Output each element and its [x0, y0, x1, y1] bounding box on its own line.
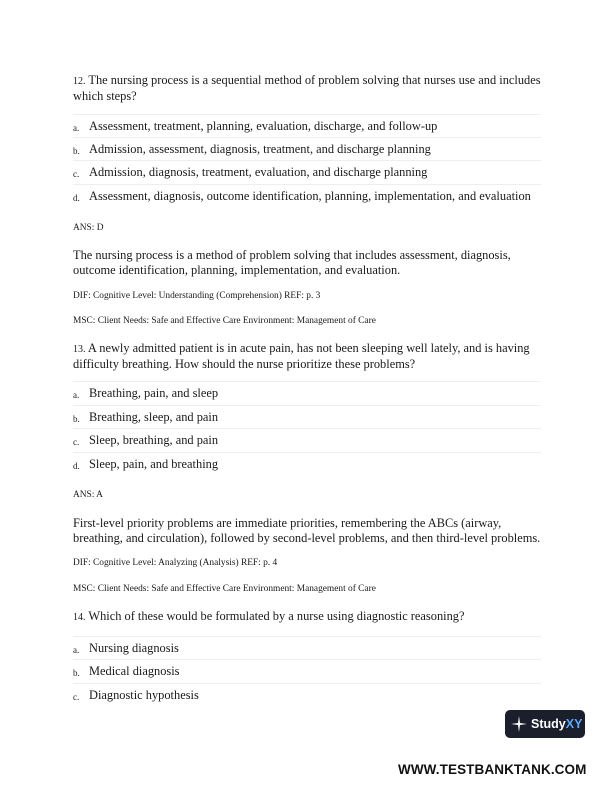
badge-brand-accent: XY [565, 717, 583, 731]
question-number: 12. [73, 76, 86, 87]
option-14c[interactable] [73, 683, 541, 707]
question-number: 14. [73, 612, 86, 623]
option-12a[interactable] [73, 114, 541, 138]
msc-13: MSC: Client Needs: Safe and Effective Care Environment: Management of Care [73, 584, 376, 594]
option-letter: c. [73, 169, 80, 179]
option-text: Assessment, treatment, planning, evaluation, discharge, and follow-up [89, 119, 438, 133]
option-text: Medical diagnosis [89, 664, 180, 678]
option-text: Breathing, sleep, and pain [89, 410, 219, 424]
option-text: Assessment, diagnosis, outcome identification, planning, implementation, and evaluation [89, 189, 531, 203]
option-letter: d. [73, 461, 80, 471]
option-letter: d. [73, 193, 80, 203]
studyxy-badge[interactable] [505, 710, 585, 738]
question-text: A newly admitted patient is in acute pain, has not been sleeping well lately, and is having difficulty breathing. How should the nurse prioritize these problems? [73, 341, 530, 371]
option-14b[interactable] [73, 659, 541, 683]
badge-brand: Study [531, 717, 566, 731]
option-13a[interactable] [73, 381, 541, 405]
rationale-12: The nursing process is a method of problem solving that includes assessment, diagnosis, outcome identification, planning, implementation, and evaluation. [73, 248, 511, 277]
question-text: The nursing process is a sequential method of problem solving that nurses use and includes which steps? [73, 73, 541, 103]
rationale-13: First-level priority problems are immediate priorities, remembering the ABCs (airway, breathing, and circulation), followed by second-level problems, and then third-level problems. [73, 516, 541, 545]
dif-13: DIF: Cognitive Level: Analyzing (Analysis) REF: p. 4 [73, 558, 278, 568]
option-letter: a. [73, 123, 80, 133]
option-12d[interactable] [73, 184, 541, 208]
option-letter: c. [73, 437, 80, 447]
question-number: 13. [73, 344, 86, 355]
sparkle-icon [511, 716, 527, 732]
option-text: Nursing diagnosis [89, 641, 179, 655]
option-text: Admission, assessment, diagnosis, treatment, and discharge planning [89, 142, 431, 156]
option-14a[interactable] [73, 636, 541, 660]
question-12-stem [73, 73, 543, 104]
option-13d[interactable] [73, 452, 541, 476]
option-text: Sleep, breathing, and pain [89, 433, 219, 447]
option-12b[interactable] [73, 137, 541, 161]
footer-website[interactable]: WWW.TESTBANKTANK.COM [398, 762, 587, 777]
option-13c[interactable] [73, 428, 541, 452]
answer-12: ANS: D [73, 223, 104, 233]
option-13b[interactable] [73, 405, 541, 429]
question-14-stem [73, 609, 543, 625]
option-letter: b. [73, 146, 80, 156]
option-letter: b. [73, 414, 80, 424]
option-text: Sleep, pain, and breathing [89, 457, 219, 471]
question-text: Which of these would be formulated by a nurse using diagnostic reasoning? [88, 609, 465, 623]
option-letter: a. [73, 645, 80, 655]
option-12c[interactable] [73, 160, 541, 184]
option-letter: a. [73, 390, 80, 400]
option-letter: b. [73, 668, 80, 678]
answer-13: ANS: A [73, 490, 103, 500]
option-text: Breathing, pain, and sleep [89, 386, 219, 400]
option-letter: c. [73, 692, 80, 702]
question-13-stem [73, 341, 543, 372]
msc-12: MSC: Client Needs: Safe and Effective Care Environment: Management of Care [73, 316, 376, 326]
option-text: Admission, diagnosis, treatment, evaluation, and discharge planning [89, 165, 428, 179]
dif-12: DIF: Cognitive Level: Understanding (Comprehension) REF: p. 3 [73, 291, 321, 301]
option-text: Diagnostic hypothesis [89, 688, 199, 702]
